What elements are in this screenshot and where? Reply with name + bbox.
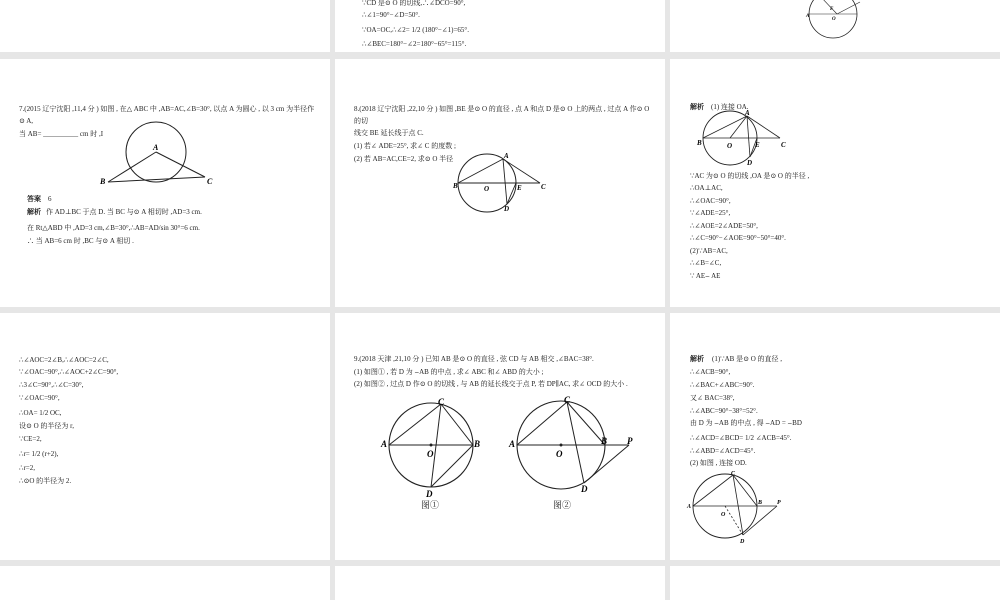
label-B: B [474,439,481,449]
label-D: D [581,484,588,494]
solution-text: ∴∠ACB=90°, [690,368,731,376]
circle-diagram-top [670,0,1000,52]
question-text: (1) 如图① , 若 D 为 ⌢AB 的中点 , 求∠ ABC 和∠ ABD 的大小 ; [354,368,544,376]
label-D: D [740,539,745,545]
label-A: A [381,439,388,449]
page-bottom-mid [335,566,665,600]
page-q8 [335,59,665,307]
text-line: ∴∠1=90°−∠D=50°. [362,11,420,19]
solution-text: ∴⊙O 的半径为 2. [19,477,72,485]
page-q8-solution [670,59,1000,307]
label-A: A [745,109,750,117]
label-C: C [541,183,546,191]
label-O: O [484,185,490,193]
solution-text: (2) 如图 , 连接 OD. [690,459,747,467]
solution-text: ∵CE=2, [19,435,42,443]
analysis-label: 解析 [27,208,41,216]
label-B: B [601,436,608,446]
label-D: D [426,489,433,499]
label-A: A [504,152,509,160]
label-D: D [747,159,753,167]
label-O: O [556,449,563,459]
solution-text: 又∠ BAC=38°, [690,394,735,402]
analysis-text: 作 AD⊥BC 于点 D. 当 BC 与⊙ A 相切时 ,AD=3 cm. [46,208,202,216]
solution-text: 由 D 为 ⌢AB 的中点 , 得 ⌢AD = ⌢BD [690,419,802,427]
analysis-text: ∴ 当 AB=6 cm 时 ,BC 与⊙ A 相切 . [27,237,134,245]
solution-text: ∴∠OAC=90°, [690,197,731,205]
question-text: 8.(2018 辽宁沈阳 ,22,10 分 ) 如图 ,BE 是⊙ O 的直径 , 点 A 和点 D 是⊙ O 上的两点 , 过点 A 作⊙ O [354,105,650,113]
label-A: A [806,14,810,19]
solution-text: (1) 连接 OA. [711,103,749,111]
page-bottom-left [0,566,330,600]
text-line: ∴∠BEC=180°−∠2=180°−65°=115°. [362,40,467,48]
solution-text: ∵∠OAC=90°,∴∠AOC+2∠C=90°, [19,368,119,376]
label-O: O [427,449,434,459]
question-text: ⊙ A, [19,117,34,125]
q9-solution-diagram [670,313,1000,560]
label-O: O [832,17,836,22]
label-P: P [777,500,781,506]
solution-text: ∴∠BAC+∠ABC=90°. [690,381,755,389]
page-top-right [670,0,1000,52]
label-O: O [721,512,726,518]
answer-value: 6 [48,195,52,203]
solution-text: ∵∠ADE=25°, [690,209,731,217]
solution-text: (1)∵AB 是⊙ O 的直径 , [712,355,783,363]
label-A: A [509,439,516,449]
q7-diagram [0,59,330,307]
label-D: D [504,205,510,213]
solution-text: ∴OA⊥AC, [690,184,723,192]
label-E: E [517,184,522,192]
figure-caption: 图② [553,500,572,510]
label-C: C [207,177,213,186]
solution-text: ∵AC 为⊙ O 的切线 ,OA 是⊙ O 的半径 , [690,172,810,180]
solution-text: ∴∠ACD=∠BCD= 1/2 ∠ACB=45°. [690,434,792,442]
label-A: A [153,143,159,152]
answer-label: 答案 [27,195,41,203]
solution-text: ∴∠AOE=2∠ADE=50°, [690,222,758,230]
figure-caption: 图① [421,500,440,510]
page-bottom-right [670,566,1000,600]
label-C: C [731,471,736,477]
label-A: A [687,504,692,510]
page-top-left [0,0,330,52]
label-B: B [100,177,106,186]
solution-text: 设⊙ O 的半径为 r, [19,422,74,430]
label-C: C [438,397,445,407]
solution-text: ∴∠ABD=∠ACD=45°. [690,447,756,455]
analysis-label: 解析 [690,103,704,111]
solution-text: ∴∠B=∠C, [690,259,722,267]
q8-diagram [335,59,665,307]
label-P: P [627,436,633,446]
question-text: (2) 如图② , 过点 D 作⊙ O 的切线 , 与 AB 的延长线交于点 P, 若 DP∥AC, 求∠ OCD 的大小 . [354,380,628,388]
page-q8-continued [0,313,330,560]
solution-text: ∴r=2, [19,464,35,472]
label-B: B [697,139,702,147]
question-text: 9.(2018 天津 ,21,10 分 ) 已知 AB 是⊙ O 的直径 , 弦 CD 与 AB 相交 ,∠BAC=38°. [354,355,594,363]
text-line: ∵CD 是⊙ O 的切线,∴∠DCO=90°, [362,0,466,7]
analysis-text: 在 Rt△ABD 中 ,AD=3 cm,∠B=30°,∴AB=AD/sin 30°=6 cm. [27,224,200,232]
page-q7 [0,59,330,307]
page-top-mid [335,0,665,52]
text-line: ∵OA=OC,∴∠2= 1/2 (180°−∠1)=65°. [362,26,469,34]
solution-text: ∴OA= 1/2 OC, [19,409,62,417]
page-q9-solution [670,313,1000,560]
label-B: B [758,500,763,506]
solution-text: ∴3∠C=90°,∴∠C=30°, [19,381,84,389]
solution-text: (2)∵AB=AC, [690,247,728,255]
label-E: E [755,141,760,149]
solution-text: ∴r= 1/2 (r+2), [19,450,59,458]
label-B: B [453,182,458,190]
label-C: C [781,141,786,149]
question-text: 线交 BE 延长线于点 C. [354,129,424,137]
label-F: F [830,7,834,12]
question-text: 7.(2015 辽宁沈阳 ,11,4 分 ) 如图 , 在△ ABC 中 ,AB=AC,∠B=30°, 以点 A 为圆心 , 以 3 cm 为半径作 [19,105,315,113]
label-C: C [564,395,571,405]
solution-text: ∵ AE⌢ AE [690,272,721,280]
solution-text: ∴∠ABC=90°−38°=52°. [690,407,758,415]
question-text: 当 AB= __________ cm 时 ,I [19,130,104,138]
q9-figure-2 [335,313,665,560]
solution-text: ∴∠C=90°−∠AOE=90°−50°=40°. [690,234,786,242]
analysis-label: 解析 [690,355,704,363]
solution-text: ∴∠AOC=2∠B,∴∠AOC=2∠C, [19,356,109,364]
solution-text: ∵∠OAC=90°, [19,394,60,402]
page-q9 [335,313,665,560]
label-O: O [727,142,733,150]
q8-solution-diagram [670,59,1000,307]
question-text: 的切 [354,117,368,125]
question-text: (2) 若 AB=AC,CE=2, 求⊙ O 半径 [354,155,454,163]
question-text: (1) 若∠ ADE=25°, 求∠ C 的度数 ; [354,142,456,150]
